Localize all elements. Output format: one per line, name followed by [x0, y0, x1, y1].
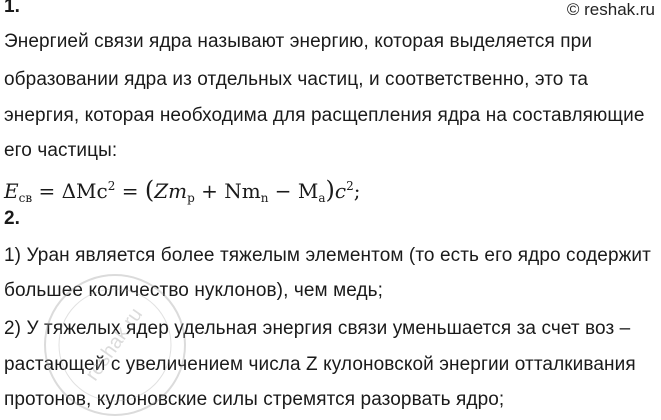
answer-line-3: 2) У тяжелых ядер удельная энергия связи уменьшается за счет воз – [4, 318, 631, 339]
answer-line-1: 1) Уран является более тяжелым элементом (то есть его ядро содержит [4, 245, 651, 266]
section-1-number: 1. [4, 0, 20, 17]
watermark-text: © reshak.ru [566, 0, 655, 19]
binding-energy-formula: $E_{св} = \Delta Mc^2 = (Zm_p + Nm_n - M_a)c^2$; [4, 176, 361, 205]
paragraph-line-3: энергия, которая необходима для расщепления ядра на составляющие [4, 105, 645, 126]
section-2-number: 2. [4, 208, 20, 229]
answer-line-4: растающей с увеличением числа Z кулоновской энергии отталкивания [4, 354, 636, 375]
answer-line-2: большее количество нуклонов), чем медь; [4, 280, 384, 301]
paragraph-line-1: Энергией связи ядра называют энергию, которая выделяется при [4, 31, 593, 52]
answer-line-5: протонов, кулоновские силы стремятся разорвать ядро; [4, 389, 505, 410]
svg-text:reshak.ru: reshak.ru [81, 303, 148, 385]
paragraph-line-4: его частицы: [4, 140, 118, 161]
paragraph-line-2: образовании ядра из отдельных частиц, и соответственно, это та [4, 69, 589, 90]
